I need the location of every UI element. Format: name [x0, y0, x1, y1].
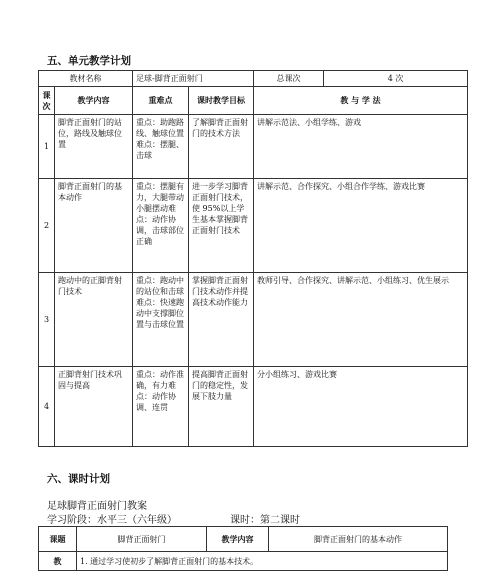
material-value: 足球-脚背正面射门 — [133, 71, 254, 87]
goal-text: 1. 通过学习使初步了解脚背正面射门的基本技术。 — [77, 552, 448, 571]
section-heading-unit-plan: 五、单元教学计划 — [47, 55, 131, 67]
lesson-content: 脚背正面射门的基本动作 — [55, 179, 133, 273]
col-header-content: 教学内容 — [55, 87, 133, 115]
topic-row — [39, 527, 448, 552]
table-row — [39, 273, 468, 367]
lesson-plan-title: 足球脚背正面射门教案 — [47, 501, 147, 512]
col-header-key: 重难点 — [133, 87, 189, 115]
lesson-plan-table — [38, 526, 448, 571]
lesson-goal: 提高脚背正面射门的稳定性，发展下肢力量 — [189, 367, 254, 447]
topic-label: 课题 — [39, 527, 77, 552]
total-value: 4 次 — [324, 71, 468, 87]
lesson-goal: 进一步学习脚背正面射门技术，使 95%以上学生基本掌握脚背正面射门技术 — [189, 179, 254, 273]
table-row — [39, 367, 468, 447]
lesson-method: 讲解示范法、小组学练、游戏 — [254, 115, 468, 179]
lesson-key-points: 重点：跑动中的站位和击球难点：快速跑动中支撑脚位置与击球位置 — [133, 273, 189, 367]
lesson-key-points: 重点：动作准确，有力难点：动作协调、连贯 — [133, 367, 189, 447]
lesson-content: 跑动中的正脚背射门技术 — [55, 273, 133, 367]
col-header-method: 教 与 学 法 — [254, 87, 468, 115]
table-row — [39, 115, 468, 179]
content-label: 教学内容 — [207, 527, 269, 552]
lesson-number: 4 — [39, 367, 55, 447]
goal-label: 教 — [39, 552, 77, 571]
unit-plan-table — [38, 70, 468, 447]
lesson-key-points: 重点：助跑路线、触球位置难点：摆腿、击球 — [133, 115, 189, 179]
lesson-content: 脚背正面射门的站位，路线及触球位置 — [55, 115, 133, 179]
lesson-content: 正脚背射门技术巩固与提高 — [55, 367, 133, 447]
total-label: 总课次 — [254, 71, 324, 87]
section-heading-lesson-plan: 六、课时计划 — [47, 473, 110, 485]
table-row — [39, 179, 468, 273]
lesson-period: 课时：第二课时 — [230, 515, 300, 526]
learning-stage: 学习阶段：水平三（六年级） — [47, 515, 177, 526]
lesson-method: 教师引导、合作探究、讲解示范、小组练习、优生展示 — [254, 273, 468, 367]
lesson-number: 2 — [39, 179, 55, 273]
lesson-number: 3 — [39, 273, 55, 367]
lesson-goal: 掌握脚背正面射门技术动作并提高技术动作能力 — [189, 273, 254, 367]
topic-value: 脚背正面射门 — [77, 527, 207, 552]
material-label: 教材名称 — [39, 71, 133, 87]
lesson-method: 讲解示范、合作探究、小组合作学练、游戏比赛 — [254, 179, 468, 273]
lesson-key-points: 重点：摆腿有力，大腿带动小腿摆动难点：动作协调，击球部位正确 — [133, 179, 189, 273]
lesson-number: 1 — [39, 115, 55, 179]
content-value: 脚背正面射门的基本动作 — [269, 527, 448, 552]
lesson-method: 分小组练习、游戏比赛 — [254, 367, 468, 447]
unit-plan-header-row — [39, 87, 468, 115]
material-row — [39, 71, 468, 87]
col-header-lesson: 课次 — [39, 87, 55, 115]
col-header-goal: 课时教学目标 — [189, 87, 254, 115]
lesson-goal: 了解脚背正面射门的技术方法 — [189, 115, 254, 179]
goal-row — [39, 552, 448, 571]
